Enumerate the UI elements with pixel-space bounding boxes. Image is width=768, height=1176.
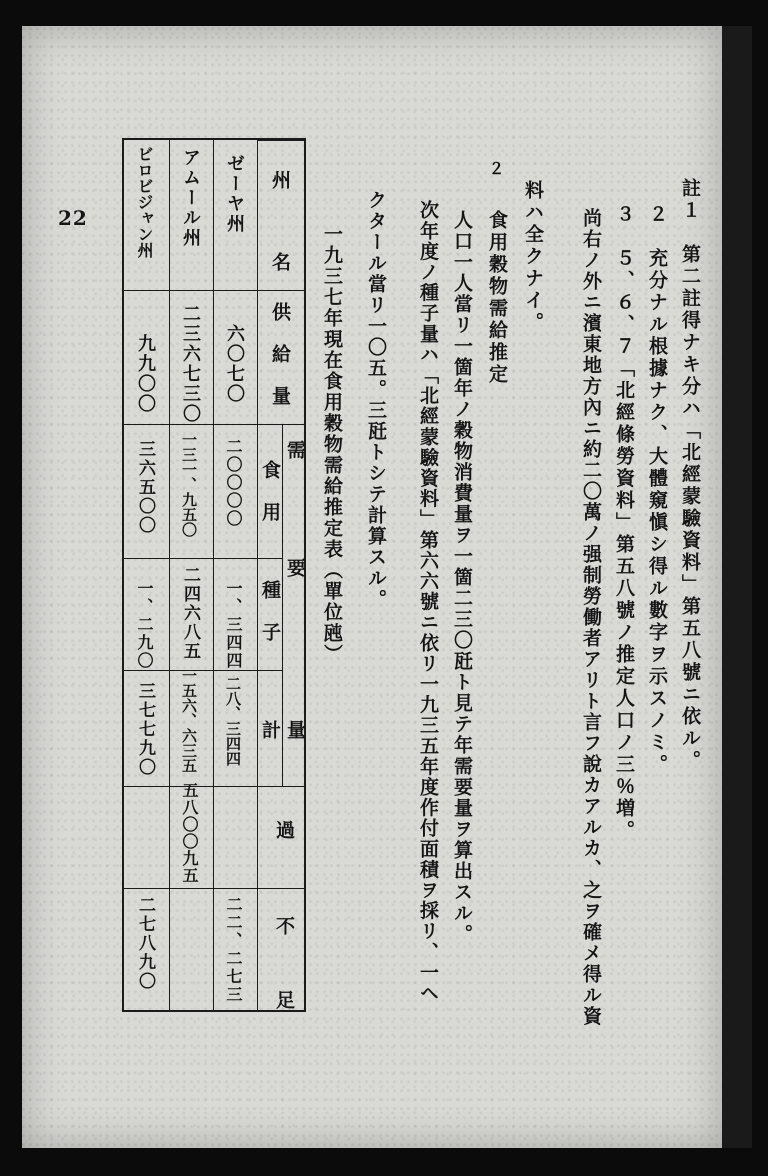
divider-total: [124, 786, 306, 787]
zeya-region: ゼーヤ州: [224, 154, 245, 234]
zeya-supply: 六〇七〇: [224, 324, 245, 404]
zeya-seed: 一、三四四: [224, 580, 243, 670]
zeya-shortage: 二二、二七三: [224, 896, 243, 1004]
header-shortage: 不 足: [273, 916, 295, 1027]
demand-subheader-line: [282, 424, 283, 786]
birobidzhan-food: 三六五〇〇: [135, 440, 155, 535]
birobidzhan-total: 三七七九〇: [135, 682, 155, 777]
table-column-biro: [124, 140, 170, 1010]
amur-supply: 二三六七三〇: [180, 304, 201, 424]
birobidzhan-shortage: 二七八九〇: [135, 896, 155, 991]
divider-supply: [124, 424, 306, 425]
birobidzhan-supply: 九九〇〇: [135, 334, 156, 414]
header-region: 州 名: [269, 170, 291, 293]
header-demand: 需 要: [284, 440, 306, 617]
book-spine: [722, 26, 752, 1148]
header-total: 計: [259, 720, 281, 741]
note-3: ３ ５、６、７「北經條勞資料」第五八號ノ推定人口ノ三％増。: [613, 204, 635, 842]
amur-region: アムール州: [180, 148, 201, 248]
header-food: 食 用: [259, 460, 281, 523]
note-4a: 尚右ノ外ニ濱東地方內ニ約二〇萬ノ强制勞働者アリト言フ說カアルカ、之ヲ確メ得ル資: [580, 208, 602, 1027]
zeya-total: 二八、三四四: [224, 676, 242, 766]
supply-demand-table: [122, 138, 306, 1027]
amur-seed: 二四六八五: [180, 566, 200, 661]
table-title: 一九三七年現在食用穀物需給推定表（單位瓲）: [321, 224, 343, 665]
divider-surplus: [124, 888, 306, 889]
divider-demand-group: [258, 140, 306, 141]
paragraph-1a: 人口一人當リ一箇年ノ穀物消費量ヲ一箇二三〇瓩ト見テ年需要量ヲ算出スル。: [451, 210, 473, 945]
birobidzhan-seed: 一、二九〇: [135, 580, 154, 670]
divider-food: [124, 558, 282, 559]
header-supply: 供 給 量: [269, 302, 291, 407]
section-number: ２: [486, 160, 505, 179]
page-number: 22: [58, 206, 88, 230]
zeya-food: 二〇〇〇〇: [224, 438, 243, 528]
note-4b: 料ハ全クナイ。: [522, 180, 544, 334]
note-1: 註１ 第二註得ナキ分ハ「北經蒙驗資料」第五八號ニ依ル。: [679, 178, 701, 772]
divider-seed: [124, 670, 282, 671]
header-surplus: 過: [273, 820, 295, 841]
amur-food: 一三一、九五〇: [180, 432, 198, 537]
note-2: ２ 充分ナル根據ナク、大體窺愼シ得ル數字ヲ示スノミ。: [646, 204, 668, 776]
table-column-zeya: [214, 140, 258, 1010]
header-seed: 種 子: [259, 580, 281, 643]
header-amount: 量: [284, 720, 306, 741]
birobidzhan-region: ビロビジャン州: [135, 146, 154, 258]
amur-surplus: 五八〇〇九五: [180, 782, 199, 884]
section-title: 食用穀物需給推定: [486, 210, 508, 386]
amur-total: 一五六、六三五: [180, 668, 198, 773]
paragraph-1c: クタール當リ一〇五。三瓩トシテ計算スル。: [365, 190, 387, 610]
paragraph-1b: 次年度ノ種子量ハ「北經蒙驗資料」第六六號ニ依リ一九三五年度作付面積ヲ採リ、一ヘ: [417, 200, 439, 1004]
